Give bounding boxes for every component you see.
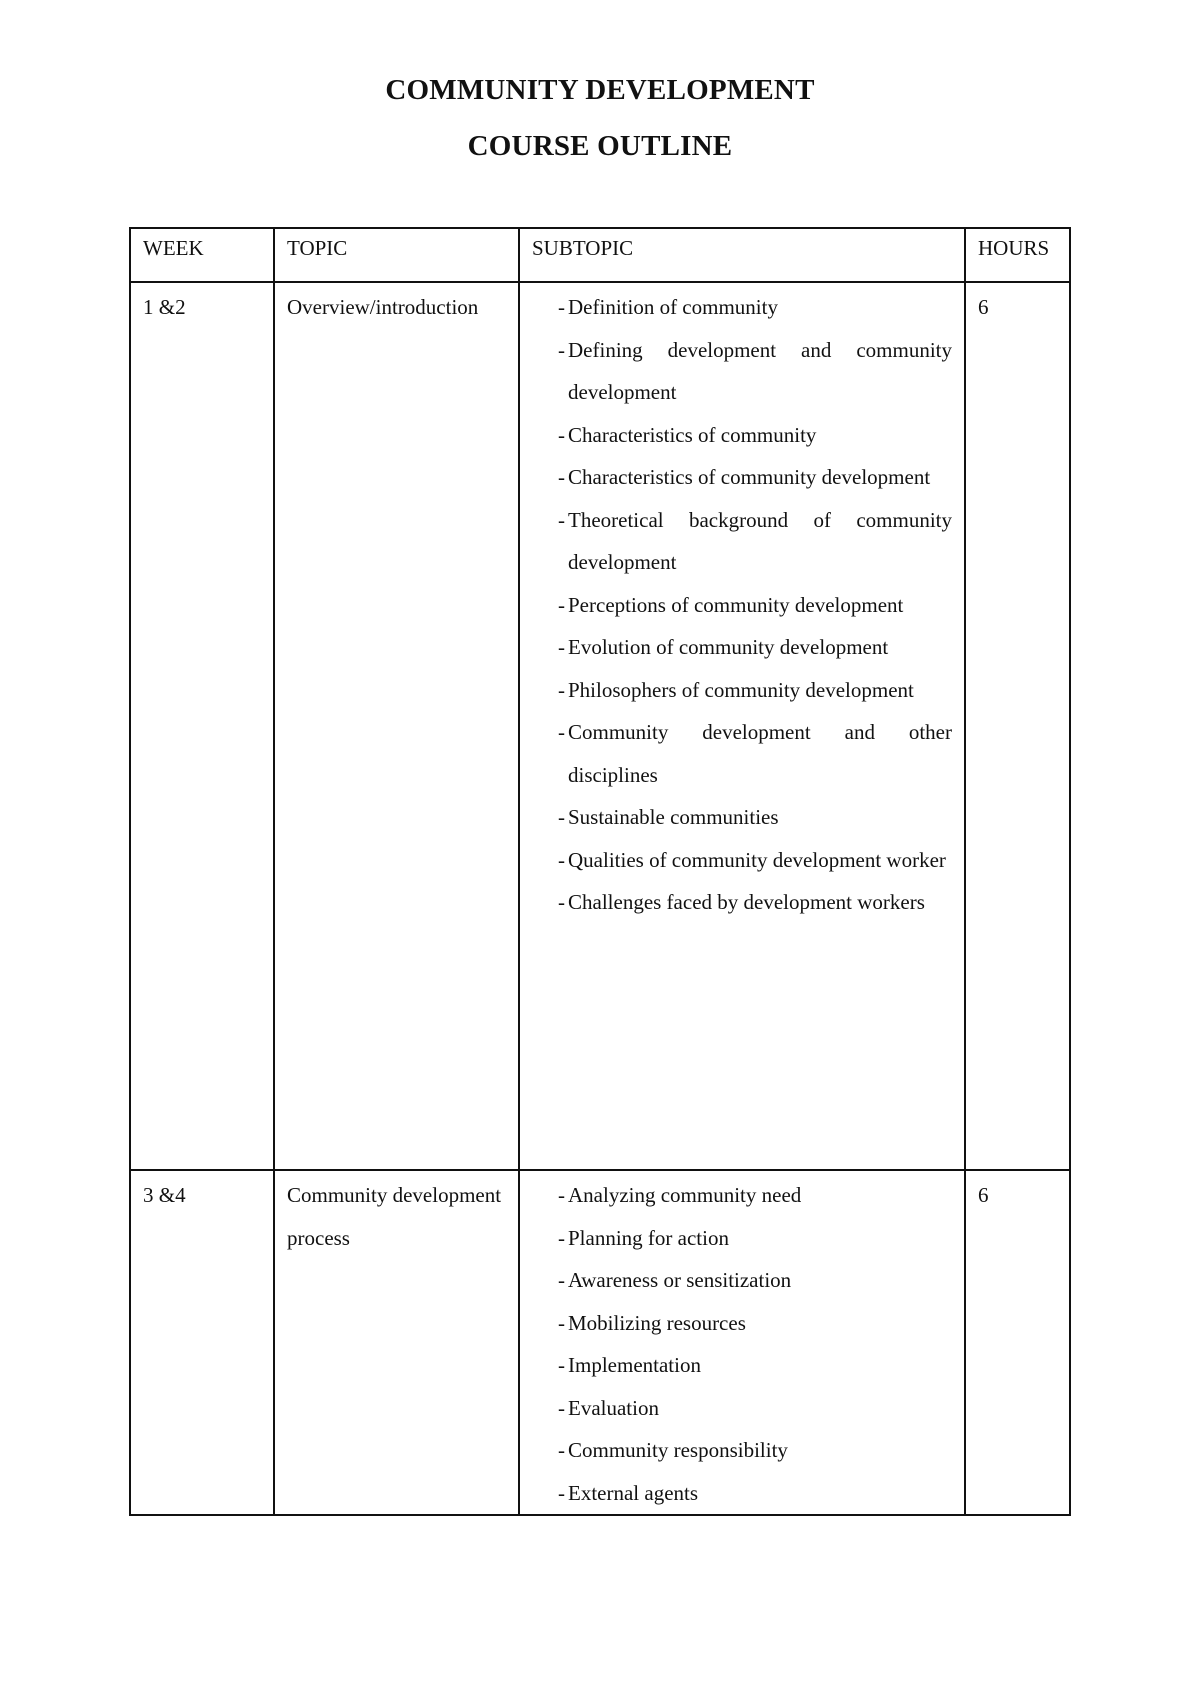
bullet-dash: - (558, 1310, 565, 1335)
subtopic-text: Sustainable communities (568, 805, 779, 829)
subtopic-text: Community responsibility (568, 1438, 788, 1462)
header-week (130, 228, 274, 282)
subtopic-text: Theoretical background of community development (568, 507, 952, 574)
subtopic-text: Philosophers of community development (568, 677, 914, 702)
subtopic-item (558, 839, 952, 882)
subtopic-item (558, 499, 952, 584)
bullet-dash: - (558, 1395, 565, 1420)
subtopic-text: Community development and other disciplines (568, 720, 952, 787)
subtopic-item (558, 881, 952, 924)
subtopic-item (558, 414, 952, 457)
week-value: 1 &2 (143, 295, 186, 319)
subtopic-text: Awareness or sensitization (568, 1268, 792, 1292)
subtopic-item (558, 286, 952, 329)
header-subtopic (519, 228, 965, 282)
topic-cell (274, 282, 519, 1170)
subtopic-cell (519, 1170, 965, 1515)
document-title: COMMUNITY DEVELOPMENT (385, 74, 815, 106)
week-cell (130, 1170, 274, 1515)
subtopic-item (558, 1387, 952, 1430)
subtopic-list (520, 1171, 964, 1514)
header-topic-label: TOPIC (287, 236, 348, 260)
subtopic-text: Characteristics of community development (568, 465, 931, 489)
bullet-dash: - (558, 592, 565, 617)
bullet-dash: - (558, 1353, 565, 1377)
bullet-dash: - (558, 720, 565, 744)
subtopic-item (558, 1217, 952, 1260)
subtopic-item (558, 1472, 952, 1515)
subtopic-text: Implementation (568, 1353, 701, 1377)
subtopic-item (558, 669, 952, 712)
week-value: 3 &4 (143, 1183, 186, 1207)
header-hours-label: HOURS (978, 236, 1050, 260)
subtopic-text: Definition of community (568, 295, 778, 319)
subtopic-item (558, 1174, 952, 1217)
topic-value: Overview/introduction (287, 295, 479, 319)
bullet-dash: - (558, 1268, 565, 1292)
subtopic-text: Planning for action (568, 1225, 729, 1250)
table-header-row (130, 228, 1070, 282)
bullet-dash: - (558, 507, 565, 532)
subtopic-item (558, 1344, 952, 1387)
table-row (130, 1170, 1070, 1515)
hours-value: 6 (978, 295, 989, 319)
subtopic-item (558, 329, 952, 414)
subtopic-item (558, 1429, 952, 1472)
week-cell (130, 282, 274, 1170)
subtopic-item (558, 796, 952, 839)
subtopic-cell (519, 282, 965, 1170)
subtopic-item (558, 1302, 952, 1345)
hours-cell (965, 282, 1070, 1170)
header-hours (965, 228, 1070, 282)
subtopic-item (558, 711, 952, 796)
hours-cell (965, 1170, 1070, 1515)
subtopic-text: Challenges faced by development workers (568, 890, 925, 914)
bullet-dash: - (558, 1183, 565, 1207)
header-week-label: WEEK (143, 236, 204, 260)
bullet-dash: - (558, 422, 565, 447)
subtopic-text: Characteristics of community (568, 422, 817, 447)
document-subtitle: COURSE OUTLINE (467, 130, 733, 162)
subtopic-text: Analyzing community need (568, 1183, 802, 1207)
bullet-dash: - (558, 337, 565, 362)
topic-value: Community development process (287, 1183, 502, 1250)
bullet-dash: - (558, 677, 565, 702)
subtopic-text: External agents (568, 1480, 699, 1505)
bullet-dash: - (558, 847, 565, 872)
subtopic-item (558, 584, 952, 627)
table-row (130, 282, 1070, 1170)
header-topic (274, 228, 519, 282)
bullet-dash: - (558, 295, 565, 319)
hours-value: 6 (978, 1183, 989, 1207)
bullet-dash: - (558, 635, 565, 659)
bullet-dash: - (558, 890, 565, 914)
subtopic-text: Evolution of community development (568, 635, 889, 659)
course-outline-table (129, 227, 1071, 1516)
subtopic-text: Perceptions of community development (568, 592, 904, 617)
bullet-dash: - (558, 1225, 565, 1250)
bullet-dash: - (558, 805, 565, 829)
subtopic-list (520, 283, 964, 924)
topic-cell (274, 1170, 519, 1515)
header-subtopic-label: SUBTOPIC (532, 236, 634, 260)
bullet-dash: - (558, 1438, 565, 1462)
subtopic-item (558, 456, 952, 499)
bullet-dash: - (558, 1480, 565, 1505)
subtopic-text: Defining development and community development (568, 337, 952, 404)
subtopic-text: Evaluation (568, 1395, 659, 1420)
subtopic-item (558, 1259, 952, 1302)
bullet-dash: - (558, 465, 565, 489)
subtopic-text: Mobilizing resources (568, 1310, 746, 1335)
subtopic-text: Qualities of community development worker (568, 847, 946, 872)
subtopic-item (558, 626, 952, 669)
